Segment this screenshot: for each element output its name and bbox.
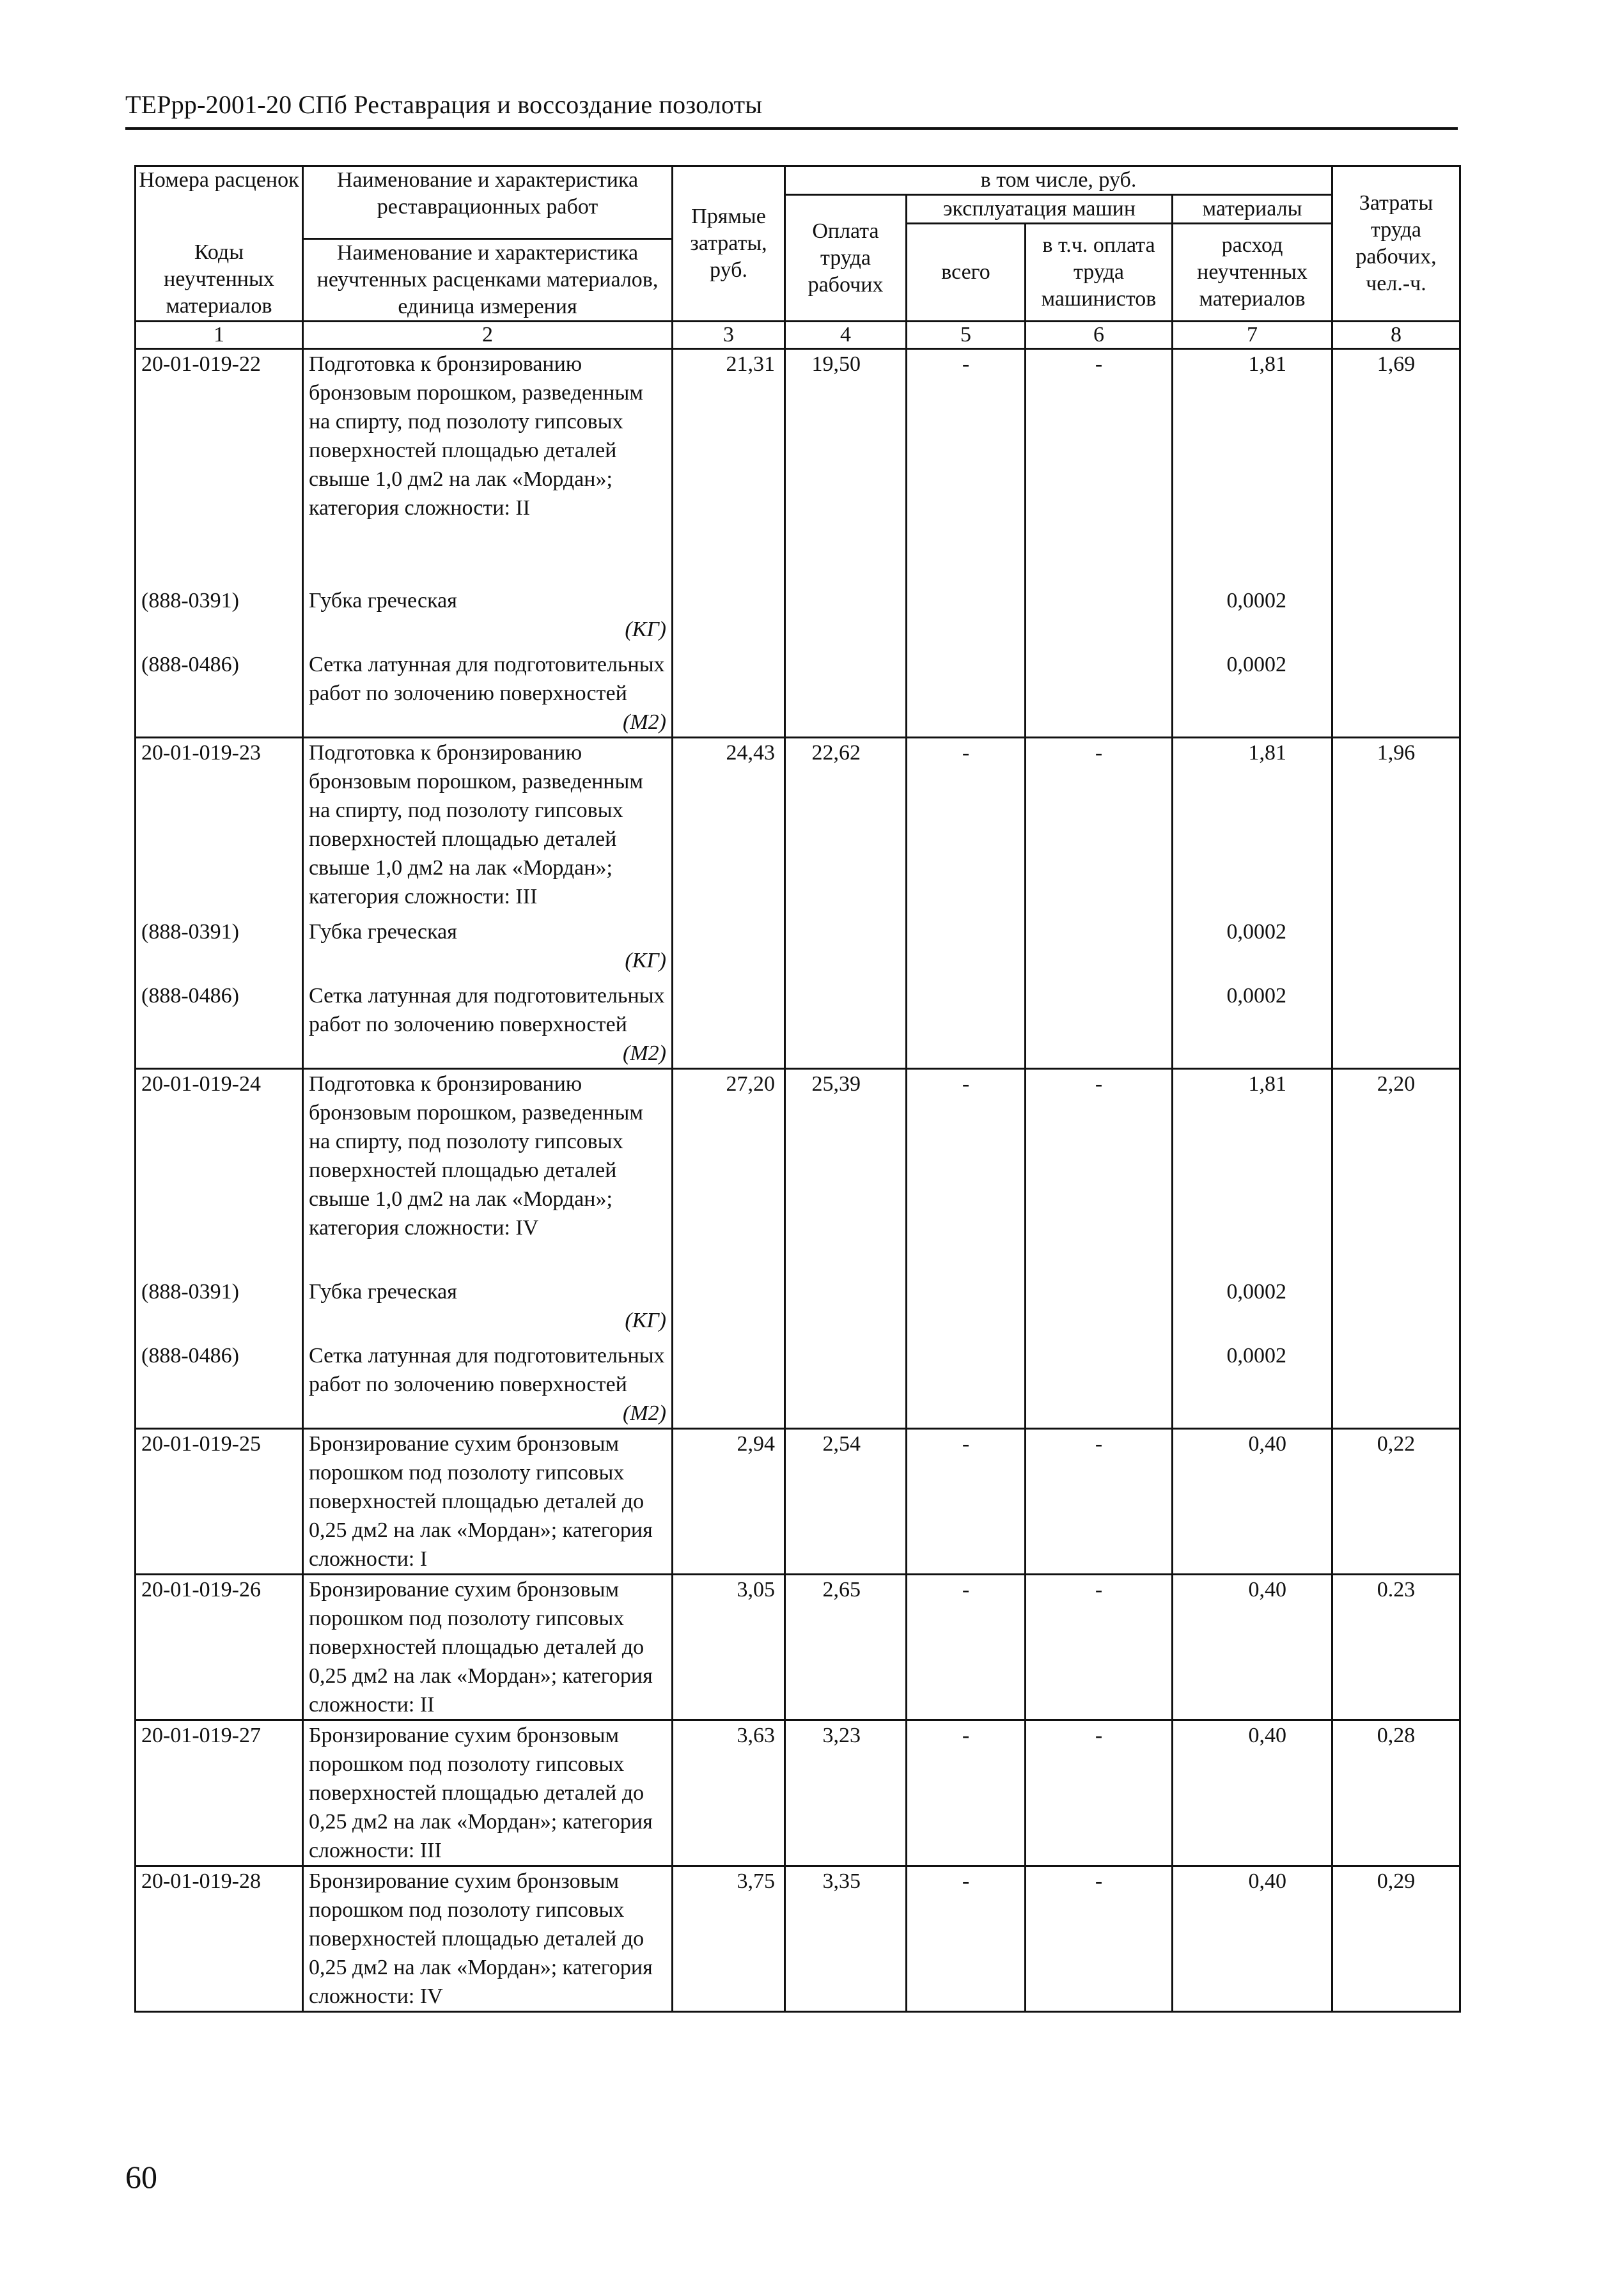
column-number: 8 xyxy=(1332,322,1460,349)
rate-name: Подготовка к бронзированию бронзовым порошком, разведенным на спирту, под позолоту гипсовых поверхностей площадью деталей свыше 1,0 дм2 на лак «Мордан»; категория сложности: III xyxy=(303,738,673,912)
direct-costs: 3,63 xyxy=(673,1720,785,1866)
table-body xyxy=(136,349,1460,2012)
material-code: (888-0391) xyxy=(136,1271,303,1335)
rate-code: 20-01-019-28 xyxy=(136,1866,303,2012)
worker-pay: 25,39 xyxy=(785,1069,907,1272)
material-qty: 0,0002 xyxy=(1173,1271,1332,1335)
materials-use: 1,81 xyxy=(1173,1069,1332,1272)
labor-hours: 2,20 xyxy=(1332,1069,1460,1272)
material-qty: 0,0002 xyxy=(1173,1335,1332,1429)
header-c1-top: Номера расценок xyxy=(136,166,303,239)
header-group-machines: эксплуатация машин xyxy=(907,195,1173,224)
material-unit: (КГ) xyxy=(625,949,666,972)
material-row xyxy=(136,1271,1460,1335)
labor-hours: 0,28 xyxy=(1332,1720,1460,1866)
material-row xyxy=(136,975,1460,1069)
header-group-materials: материалы xyxy=(1173,195,1332,224)
rate-code: 20-01-019-22 xyxy=(136,349,303,581)
worker-pay: 3,35 xyxy=(785,1866,907,2012)
header-machines-total: всего xyxy=(907,224,1026,322)
column-number: 4 xyxy=(785,322,907,349)
rate-code: 20-01-019-25 xyxy=(136,1429,303,1575)
title-rule xyxy=(125,127,1458,130)
machinist-pay: - xyxy=(1026,1069,1173,1272)
machinist-pay: - xyxy=(1026,1720,1173,1866)
page-number: 60 xyxy=(125,2159,157,2195)
column-number: 3 xyxy=(673,322,785,349)
column-number: 5 xyxy=(907,322,1026,349)
table-row xyxy=(136,1720,1460,1866)
material-code: (888-0391) xyxy=(136,580,303,644)
header-worker-pay: Оплата труда рабочих xyxy=(785,195,907,322)
table-row xyxy=(136,349,1460,581)
worker-pay: 2,65 xyxy=(785,1575,907,1720)
materials-use: 0,40 xyxy=(1173,1575,1332,1720)
worker-pay: 3,23 xyxy=(785,1720,907,1866)
table-header xyxy=(136,166,1460,349)
labor-hours: 1,96 xyxy=(1332,738,1460,912)
labor-hours: 0.23 xyxy=(1332,1575,1460,1720)
material-row xyxy=(136,911,1460,975)
material-code: (888-0486) xyxy=(136,975,303,1069)
material-unit: (М2) xyxy=(623,1041,666,1065)
direct-costs: 3,05 xyxy=(673,1575,785,1720)
worker-pay: 19,50 xyxy=(785,349,907,581)
rate-code: 20-01-019-24 xyxy=(136,1069,303,1272)
header-materials-use: расход неучтенных материалов xyxy=(1173,224,1332,322)
labor-hours: 1,69 xyxy=(1332,349,1460,581)
header-direct-costs: Прямые затраты, руб. xyxy=(673,166,785,322)
material-unit: (М2) xyxy=(623,1401,666,1425)
column-number: 1 xyxy=(136,322,303,349)
column-number: 2 xyxy=(303,322,673,349)
header-group-incl: в том числе, руб. xyxy=(785,166,1332,195)
machines-total: - xyxy=(907,1866,1026,2012)
materials-use: 0,40 xyxy=(1173,1429,1332,1575)
rate-name: Бронзирование сухим бронзовым порошком под позолоту гипсовых поверхностей площадью деталей до 0,25 дм2 на лак «Мордан»; категория сложности: III xyxy=(303,1720,673,1866)
machines-total: - xyxy=(907,738,1026,912)
rate-name: Подготовка к бронзированию бронзовым порошком, разведенным на спирту, под позолоту гипсовых поверхностей площадью деталей свыше 1,0 дм2 на лак «Мордан»; категория сложности: II xyxy=(303,349,673,581)
column-number: 6 xyxy=(1026,322,1173,349)
direct-costs: 2,94 xyxy=(673,1429,785,1575)
material-row xyxy=(136,644,1460,738)
material-row xyxy=(136,580,1460,644)
machinist-pay: - xyxy=(1026,1429,1173,1575)
rate-name: Бронзирование сухим бронзовым порошком под позолоту гипсовых поверхностей площадью деталей до 0,25 дм2 на лак «Мордан»; категория сложности: IV xyxy=(303,1866,673,2012)
machines-total: - xyxy=(907,1720,1026,1866)
machinist-pay: - xyxy=(1026,349,1173,581)
rate-code: 20-01-019-27 xyxy=(136,1720,303,1866)
rates-table xyxy=(134,165,1461,2013)
material-name: Губка греческая xyxy=(309,920,457,944)
machinist-pay: - xyxy=(1026,1866,1173,2012)
material-row xyxy=(136,1335,1460,1429)
machines-total: - xyxy=(907,349,1026,581)
material-name: Сетка латунная для подготовительных работ по золочению поверхностей xyxy=(309,984,665,1036)
machines-total: - xyxy=(907,1575,1026,1720)
rate-name: Подготовка к бронзированию бронзовым порошком, разведенным на спирту, под позолоту гипсовых поверхностей площадью деталей свыше 1,0 дм2 на лак «Мордан»; категория сложности: IV xyxy=(303,1069,673,1272)
rate-code: 20-01-019-23 xyxy=(136,738,303,912)
labor-hours: 0,22 xyxy=(1332,1429,1460,1575)
column-number: 7 xyxy=(1173,322,1332,349)
material-code: (888-0391) xyxy=(136,911,303,975)
direct-costs: 27,20 xyxy=(673,1069,785,1272)
material-name: Губка греческая xyxy=(309,589,457,612)
table-row xyxy=(136,1866,1460,2012)
table-row xyxy=(136,1429,1460,1575)
header-c1-bottom: Коды неучтенных материалов xyxy=(136,239,303,322)
worker-pay: 22,62 xyxy=(785,738,907,912)
machines-total: - xyxy=(907,1069,1026,1272)
machines-total: - xyxy=(907,1429,1026,1575)
material-name: Губка греческая xyxy=(309,1280,457,1304)
table-row xyxy=(136,738,1460,912)
material-unit: (КГ) xyxy=(625,1309,666,1332)
material-name: Сетка латунная для подготовительных работ по золочению поверхностей xyxy=(309,653,665,705)
material-qty: 0,0002 xyxy=(1173,975,1332,1069)
header-c2-bottom: Наименование и характеристика неучтенных расценками материалов, единица измерения xyxy=(303,239,673,322)
material-code: (888-0486) xyxy=(136,644,303,738)
page-title: ТЕРрр-2001-20 СПб Реставрация и воссоздание позолоты xyxy=(125,90,763,119)
table-row xyxy=(136,1069,1460,1272)
header-labor-hours: Затраты труда рабочих, чел.-ч. xyxy=(1332,166,1460,322)
rate-name: Бронзирование сухим бронзовым порошком под позолоту гипсовых поверхностей площадью деталей до 0,25 дм2 на лак «Мордан»; категория сложности: I xyxy=(303,1429,673,1575)
rate-code: 20-01-019-26 xyxy=(136,1575,303,1720)
header-machinist-pay: в т.ч. оплата труда машинистов xyxy=(1026,224,1173,322)
rate-name: Бронзирование сухим бронзовым порошком под позолоту гипсовых поверхностей площадью деталей до 0,25 дм2 на лак «Мордан»; категория сложности: II xyxy=(303,1575,673,1720)
machinist-pay: - xyxy=(1026,738,1173,912)
materials-use: 1,81 xyxy=(1173,349,1332,581)
direct-costs: 3,75 xyxy=(673,1866,785,2012)
materials-use: 0,40 xyxy=(1173,1866,1332,2012)
material-qty: 0,0002 xyxy=(1173,644,1332,738)
table-row xyxy=(136,1575,1460,1720)
material-unit: (М2) xyxy=(623,710,666,734)
material-code: (888-0486) xyxy=(136,1335,303,1429)
direct-costs: 21,31 xyxy=(673,349,785,581)
machinist-pay: - xyxy=(1026,1575,1173,1720)
labor-hours: 0,29 xyxy=(1332,1866,1460,2012)
header-c2-top: Наименование и характеристика реставрационных работ xyxy=(303,166,673,239)
material-unit: (КГ) xyxy=(625,618,666,641)
material-name: Сетка латунная для подготовительных работ по золочению поверхностей xyxy=(309,1344,665,1396)
worker-pay: 2,54 xyxy=(785,1429,907,1575)
direct-costs: 24,43 xyxy=(673,738,785,912)
material-qty: 0,0002 xyxy=(1173,580,1332,644)
material-qty: 0,0002 xyxy=(1173,911,1332,975)
materials-use: 1,81 xyxy=(1173,738,1332,912)
materials-use: 0,40 xyxy=(1173,1720,1332,1866)
